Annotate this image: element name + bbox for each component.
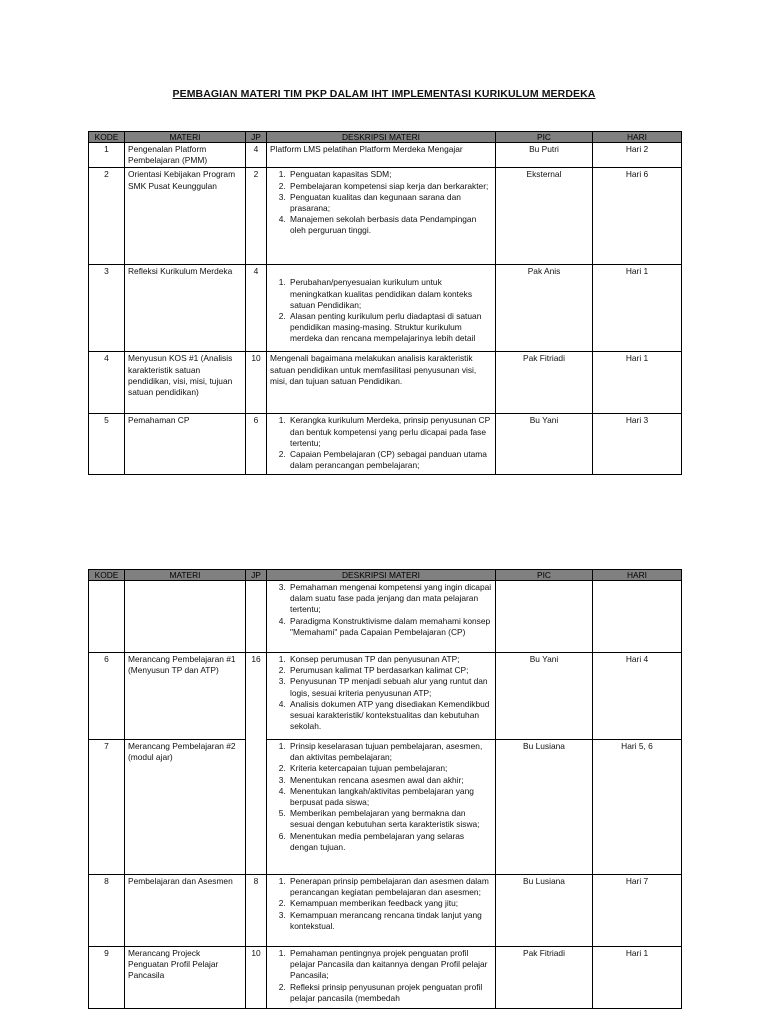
- hari-cell: Hari 1: [593, 265, 682, 352]
- deskripsi-list: [270, 654, 492, 732]
- deskripsi-list: [270, 415, 492, 471]
- list-item: 2. Perumusan kalimat TP berdasarkan kalimat CP;: [288, 665, 492, 676]
- pic-cell: Pak Fitriadi: [496, 352, 593, 414]
- deskripsi-cell: [267, 653, 496, 740]
- list-item: 2. Capaian Pembelajaran (CP) sebagai panduan utama dalam perancangan pembelajaran;: [288, 449, 492, 471]
- deskripsi-list: [270, 876, 492, 932]
- materi-cell: Merancang Projeck Penguatan Profil Pelajar Pancasila: [125, 947, 246, 1009]
- kode-cell: 7: [89, 740, 125, 875]
- list-item: 6. Menentukan media pembelajaran yang selaras dengan tujuan.: [288, 831, 492, 853]
- jp-cell: [246, 581, 267, 653]
- header-pic: PIC: [496, 132, 593, 143]
- table-row: [89, 875, 682, 947]
- header-kode: KODE: [89, 132, 125, 143]
- materi-cell: Menyusun KOS #1 (Analisis karakteristik satuan pendidikan, visi, misi, tujuan satuan pendidikan): [125, 352, 246, 414]
- pic-cell: Eksternal: [496, 168, 593, 265]
- list-item: 4. Paradigma Konstruktivisme dalam memahami konsep "Memahami" pada Capaian Pembelajaran (CP): [288, 616, 492, 638]
- list-item: 4. Manajemen sekolah berbasis data Pendampingan oleh perguruan tinggi.: [288, 214, 492, 236]
- kode-cell: 4: [89, 352, 125, 414]
- header-materi: MATERI: [125, 132, 246, 143]
- list-item: 2. Kriteria ketercapaian tujuan pembelajaran;: [288, 763, 492, 774]
- pic-cell: Bu Yani: [496, 653, 593, 740]
- list-item: 2. Alasan penting kurikulum perlu diadaptasi di satuan pendidikan masing-masing. Struktur kurikulum merdeka dan rencana mempelajarinya lebih detail: [288, 311, 492, 345]
- jp-cell: 4: [246, 143, 267, 168]
- list-item: 1. Penguatan kapasitas SDM;: [288, 169, 492, 180]
- kode-cell: 3: [89, 265, 125, 352]
- hari-cell: [593, 581, 682, 653]
- deskripsi-cell: [267, 947, 496, 1009]
- header-deskripsi: DESKRIPSI MATERI: [267, 132, 496, 143]
- kode-cell: 5: [89, 414, 125, 475]
- table-header-row: [89, 570, 682, 581]
- list-item: 1. Pemahaman pentingnya projek penguatan profil pelajar Pancasila dan kaitannya dengan Profil pelajar Pancasila;: [288, 948, 492, 982]
- pic-cell: [496, 581, 593, 653]
- header-deskripsi: DESKRIPSI MATERI: [267, 570, 496, 581]
- kode-cell: 2: [89, 168, 125, 265]
- deskripsi-cell: [267, 581, 496, 653]
- list-item: 1. Kerangka kurikulum Merdeka, prinsip penyusunan CP dan bentuk kompetensi yang perlu dicapai pada fase tertentu;: [288, 415, 492, 449]
- list-item: 5. Memberikan pembelajaran yang bermakna dan sesuai dengan kebutuhan serta karakteristik siswa;: [288, 808, 492, 830]
- list-item: 4. Menentukan langkah/aktivitas pembelajaran yang berpusat pada siswa;: [288, 786, 492, 808]
- document-title: PEMBAGIAN MATERI TIM PKP DALAM IHT IMPLEMENTASI KURIKULUM MERDEKA: [172, 88, 596, 100]
- header-jp: JP: [246, 132, 267, 143]
- deskripsi-list: [270, 948, 492, 1004]
- materi-cell: Refleksi Kurikulum Merdeka: [125, 265, 246, 352]
- hari-cell: Hari 1: [593, 352, 682, 414]
- table-row: [89, 414, 682, 475]
- header-kode: KODE: [89, 570, 125, 581]
- list-item: 2. Kemampuan memberikan feedback yang jitu;: [288, 898, 492, 909]
- materi-table-2: [88, 569, 682, 1009]
- table-row: [89, 740, 682, 875]
- pic-cell: Bu Lusiana: [496, 740, 593, 875]
- list-item: 3. Penguatan kualitas dan kegunaan sarana dan prasarana;: [288, 192, 492, 214]
- list-item: 2. Pembelajaran kompetensi siap kerja dan berkarakter;: [288, 181, 492, 192]
- pic-cell: Bu Lusiana: [496, 875, 593, 947]
- table-row: [89, 653, 682, 740]
- kode-cell: 1: [89, 143, 125, 168]
- materi-cell: Pembelajaran dan Asesmen: [125, 875, 246, 947]
- deskripsi-cell: [267, 875, 496, 947]
- hari-cell: Hari 7: [593, 875, 682, 947]
- deskripsi-cell: [267, 352, 496, 414]
- deskripsi-cell: [267, 740, 496, 875]
- table-row: [89, 168, 682, 265]
- list-item: 1. Konsep perumusan TP dan penyusunan ATP;: [288, 654, 492, 665]
- header-pic: PIC: [496, 570, 593, 581]
- jp-cell: 16: [246, 653, 267, 875]
- deskripsi-list: [270, 582, 492, 638]
- jp-cell: 4: [246, 265, 267, 352]
- kode-cell: 8: [89, 875, 125, 947]
- deskripsi-list: [270, 741, 492, 853]
- jp-cell: 10: [246, 352, 267, 414]
- table-header-row: [89, 132, 682, 143]
- hari-cell: Hari 5, 6: [593, 740, 682, 875]
- list-item: 3. Penyusunan TP menjadi sebuah alur yang runtut dan logis, sesuai kriteria penyusunan ATP;: [288, 676, 492, 698]
- kode-cell: [89, 581, 125, 653]
- pic-cell: Pak Fitriadi: [496, 947, 593, 1009]
- deskripsi-cell: [267, 265, 496, 352]
- hari-cell: Hari 3: [593, 414, 682, 475]
- materi-cell: Orientasi Kebijakan Program SMK Pusat Keunggulan: [125, 168, 246, 265]
- pic-cell: Bu Putri: [496, 143, 593, 168]
- materi-table-1: [88, 131, 682, 475]
- table-row: [89, 143, 682, 168]
- hari-cell: Hari 4: [593, 653, 682, 740]
- materi-cell: Pengenalan Platform Pembelajaran (PMM): [125, 143, 246, 168]
- deskripsi-cell: [267, 168, 496, 265]
- deskripsi-list: [270, 277, 492, 344]
- list-item: 3. Pemahaman mengenai kompetensi yang ingin dicapai dalam suatu fase pada jenjang dan mata pelajaran tertentu;: [288, 582, 492, 616]
- header-hari: HARI: [593, 570, 682, 581]
- header-jp: JP: [246, 570, 267, 581]
- list-item: 1. Penerapan prinsip pembelajaran dan asesmen dalam perancangan kegiatan pembelajaran dan asesmen;: [288, 876, 492, 898]
- list-item: 1. Perubahan/penyesuaian kurikulum untuk meningkatkan kualitas pendidikan dalam konteks satuan Pendidikan;: [288, 277, 492, 311]
- deskripsi-cell: [267, 143, 496, 168]
- jp-cell: 6: [246, 414, 267, 475]
- list-item: 4. Analisis dokumen ATP yang disediakan Kemendikbud sesuai karakteristik/ kontekstualitas dan kebutuhan sekolah.: [288, 699, 492, 733]
- table-row: [89, 265, 682, 352]
- list-item: 2. Refleksi prinsip penyusunan projek penguatan profil pelajar pancasila (membedah: [288, 982, 492, 1004]
- deskripsi-text: Mengenali bagaimana melakukan analisis karakteristik satuan pendidikan untuk memfasilitasi penyusunan visi, misi, dan tujuan satuan Pendidikan.: [270, 353, 477, 386]
- materi-cell: [125, 581, 246, 653]
- list-item: 1. Prinsip keselarasan tujuan pembelajaran, asesmen, dan aktivitas pembelajaran;: [288, 741, 492, 763]
- materi-cell: Merancang Pembelajaran #2 (modul ajar): [125, 740, 246, 875]
- kode-cell: 6: [89, 653, 125, 740]
- pic-cell: Pak Anis: [496, 265, 593, 352]
- header-hari: HARI: [593, 132, 682, 143]
- materi-cell: Merancang Pembelajaran #1 (Menyusun TP dan ATP): [125, 653, 246, 740]
- hari-cell: Hari 6: [593, 168, 682, 265]
- materi-cell: Pemahaman CP: [125, 414, 246, 475]
- header-materi: MATERI: [125, 570, 246, 581]
- table-row: [89, 352, 682, 414]
- list-item: 3. Kemampuan merancang rencana tindak lanjut yang kontekstual.: [288, 910, 492, 932]
- kode-cell: 9: [89, 947, 125, 1009]
- table-row: [89, 947, 682, 1009]
- jp-cell: 2: [246, 168, 267, 265]
- hari-cell: Hari 2: [593, 143, 682, 168]
- jp-cell: 10: [246, 947, 267, 1009]
- jp-cell: 8: [246, 875, 267, 947]
- list-item: 3. Menentukan rencana asesmen awal dan akhir;: [288, 775, 492, 786]
- pic-cell: Bu Yani: [496, 414, 593, 475]
- table-row: [89, 581, 682, 653]
- deskripsi-list: [270, 169, 492, 236]
- deskripsi-cell: [267, 414, 496, 475]
- deskripsi-text: Platform LMS pelatihan Platform Merdeka Mengajar: [270, 144, 463, 154]
- hari-cell: Hari 1: [593, 947, 682, 1009]
